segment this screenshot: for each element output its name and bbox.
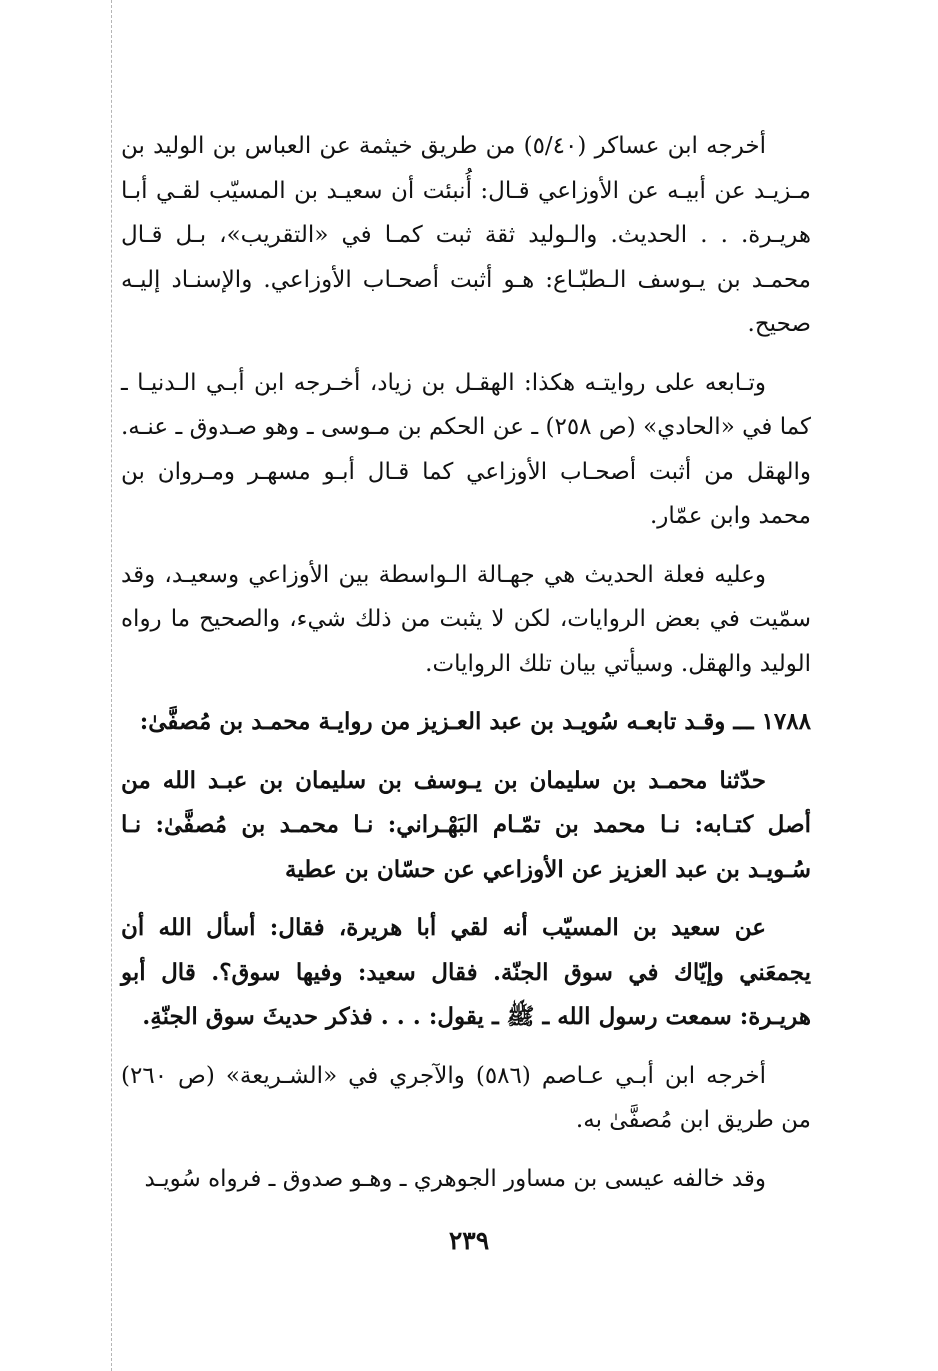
paragraph-takhrij-ibn-abi-asim: أخرجه ابن أبـي عـاصم (٥٨٦) والآجري في «الشـريعة» (ص ٢٦٠) من طريق ابن مُصفَّىٰ به. xyxy=(121,1062,811,1133)
paragraph-mukhalafa: وقد خالفه عيسى بن مساور الجوهري ـ وهـو صدوق ـ فرواه سُويـد xyxy=(144,1165,766,1192)
paragraph-illah: وعليه فعلة الحديث هي جهـالة الـواسطة بين الأوزاعي وسعيـد، وقد سمّيت في بعض الروايات، لكن لا يثبت من ذلك شيء، والصحيح ما رواه الوليد والهقل. وسيأتي بيان تلك الروايات. xyxy=(121,561,811,677)
page-body xyxy=(121,124,811,1215)
hadith-heading-1788: ١٧٨٨ ـــ وقـد تابعـه سُويـد بن عبد العـزيز من روايـة محمـد بن مُصفَّىٰ: xyxy=(139,708,811,735)
paragraph-takhrij-ibn-asakir: أخرجه ابن عساكر (٥/٤٠) من طريق خيثمة عن العباس بن الوليد بن مـزيـد عن أبيـه عن الأوزاعي قـال: أُنبئت أن سعيـد بن المسيّب لقـي أبـا هريـرة. . . الحديث. والـوليد ثقة ثبت كمـا في «التقريب»، بـل قـال محمـد بن يـوسف الـطبّـاع: هـو أثبت أصحـاب الأوزاعي. والإسنـاد إليـه صحيح. xyxy=(121,133,811,337)
paragraph-mutabaah-hiql: وتـابعه على روايتـه هكذا: الهقـل بن زياد، أخـرجه ابن أبـي الـدنيـا ـ كما في «الحادي» (ص ٢٥٨) ـ عن الحكم بن مـوسى ـ وهو صـدوق ـ عنـه. والهقل من أثبت أصحـاب الأوزاعي كما قـال أبـو مسهـر ومـروان بن محمد وابن عمّار. xyxy=(121,369,811,529)
paragraph-isnad: حدّثنا محمـد بن سليمان بن يـوسف بن سليمان بن عبـد الله من أصل كتـابه: نـا محمد بن تمّـام البَهْـراني: نـا محمـد بن مُصفَّىٰ: نـا سُـويـد بن عبد العزيز عن الأوزاعي عن حسّان بن عطية xyxy=(121,766,811,883)
paragraph-matn: عن سعيد بن المسيّب أنه لقي أبا هريرة، فقال: أسأل الله أن يجمعَني وإيّاك في سوق الجنّة. فقال سعيد: وفيها سوق؟. قال أبو هريـرة: سمعت رسول الله ـ ﷺ ـ يقول: . . . فذكر حديثَ سوق الجنّةِ. xyxy=(121,914,811,1030)
margin-guide-line xyxy=(111,0,112,1371)
page-number: ٢٣٩ xyxy=(448,1226,490,1255)
